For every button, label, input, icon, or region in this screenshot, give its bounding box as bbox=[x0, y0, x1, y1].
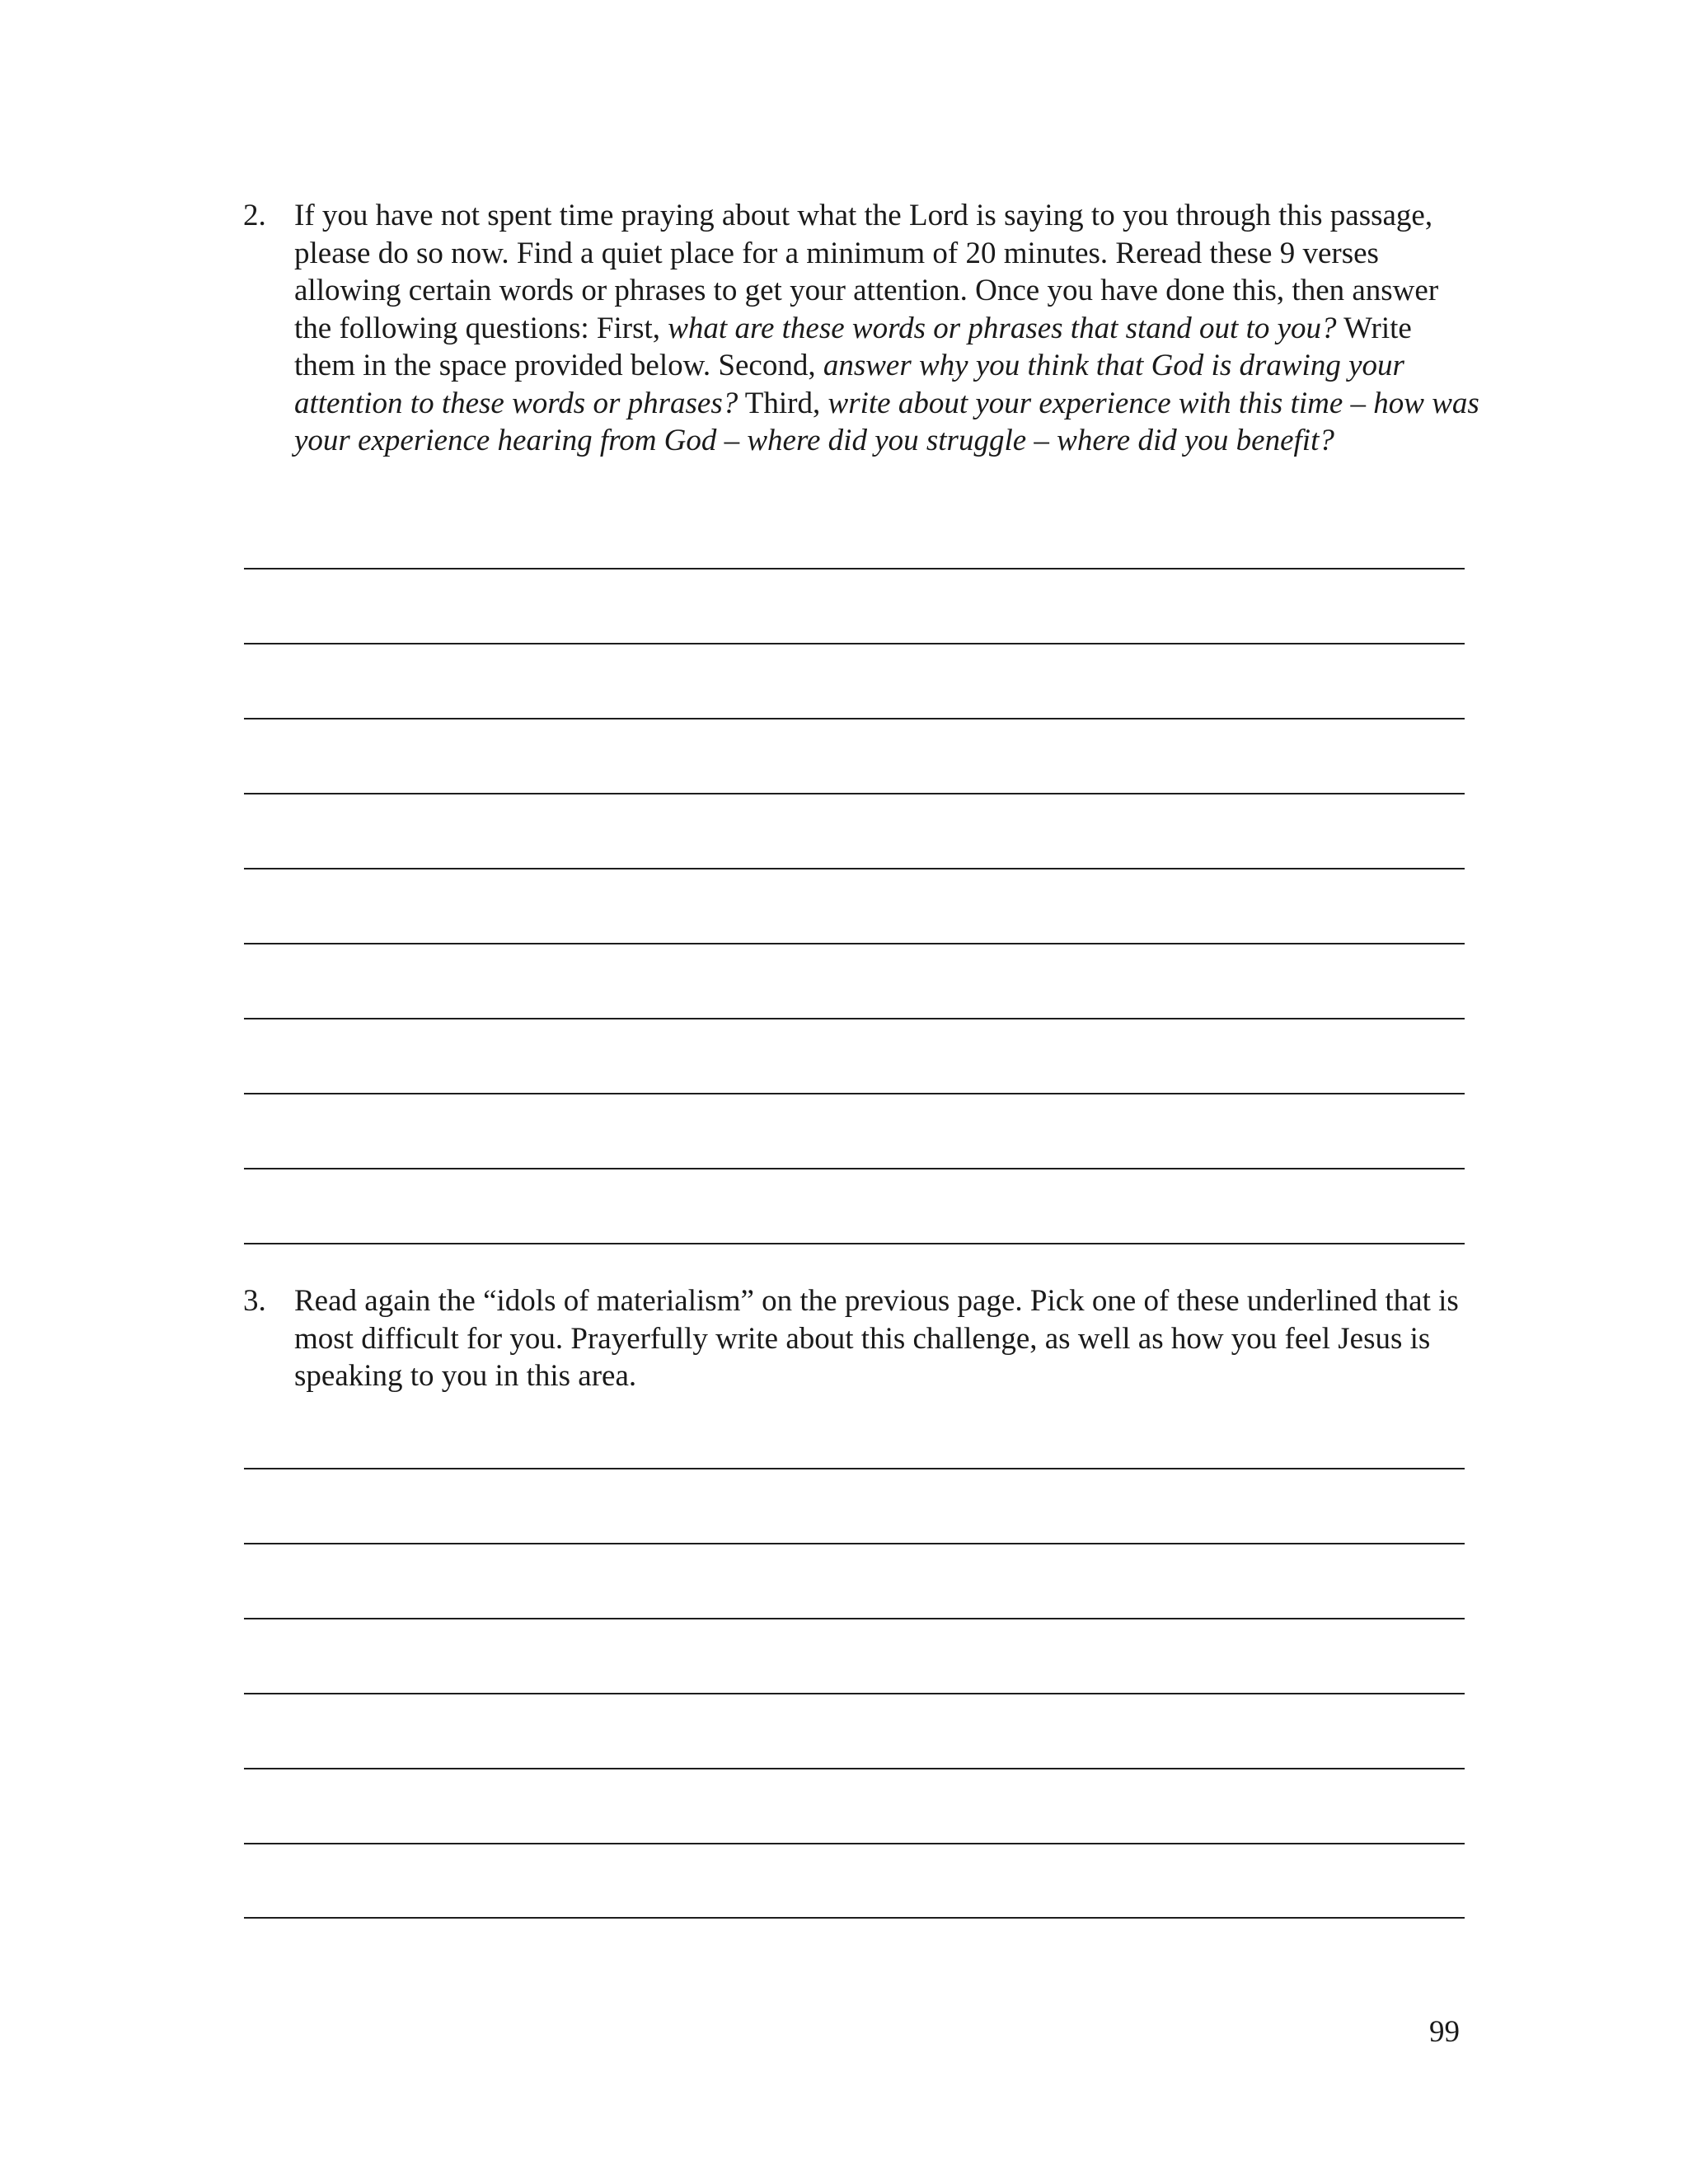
answer-line[interactable] bbox=[244, 1917, 1465, 1919]
answer-line[interactable] bbox=[244, 1468, 1465, 1469]
answer-line[interactable] bbox=[244, 568, 1465, 569]
answer-line[interactable] bbox=[244, 1768, 1465, 1769]
answer-line[interactable] bbox=[244, 793, 1465, 794]
question-text-segment-italic: answer why you think that God is drawing your attention to these words or phrases? bbox=[294, 349, 1404, 420]
answer-line[interactable] bbox=[244, 718, 1465, 719]
answer-line[interactable] bbox=[244, 643, 1465, 644]
question-text-segment-italic: what are these words or phrases that stand out to you? bbox=[668, 311, 1337, 345]
answer-line[interactable] bbox=[244, 943, 1465, 944]
question-text-segment-italic: write about your experience with this time – how was your experience hearing from God – where did you struggle – where did you benefit? bbox=[294, 386, 1479, 457]
answer-line[interactable] bbox=[244, 1243, 1465, 1244]
question-number: 2. bbox=[243, 199, 266, 232]
question-text-segment: If you have not spent time praying about what the Lord is saying to you through this passage, please do so now. Find a quiet place for a minimum of 20 minutes. Reread these 9 verses allowing certain words or phrases to get your attention. Once you have done this, then answer the following questions: First, bbox=[294, 199, 1439, 345]
question-text-segment: Read again the “idols of materialism” on the previous page. Pick one of these underlined that is most difficult for you. Prayerfully write about this challenge, as well as how you feel Jesus is speaking to you in this area. bbox=[294, 1284, 1459, 1393]
question-text bbox=[294, 1282, 1479, 1395]
answer-line[interactable] bbox=[244, 1018, 1465, 1019]
question-text-segment: Write them in the space provided below. Second, bbox=[294, 311, 1412, 382]
question-2 bbox=[243, 197, 1479, 460]
answer-line[interactable] bbox=[244, 1618, 1465, 1619]
answer-line[interactable] bbox=[244, 868, 1465, 869]
answer-line[interactable] bbox=[244, 1093, 1465, 1094]
question-text-segment: Third, bbox=[738, 386, 828, 420]
answer-line[interactable] bbox=[244, 1543, 1465, 1544]
page-number: 99 bbox=[1429, 2015, 1460, 2049]
question-text bbox=[294, 197, 1479, 460]
answer-line[interactable] bbox=[244, 1168, 1465, 1169]
answer-line[interactable] bbox=[244, 1843, 1465, 1844]
answer-line[interactable] bbox=[244, 1693, 1465, 1694]
question-3 bbox=[243, 1282, 1479, 1395]
question-number: 3. bbox=[243, 1284, 266, 1318]
